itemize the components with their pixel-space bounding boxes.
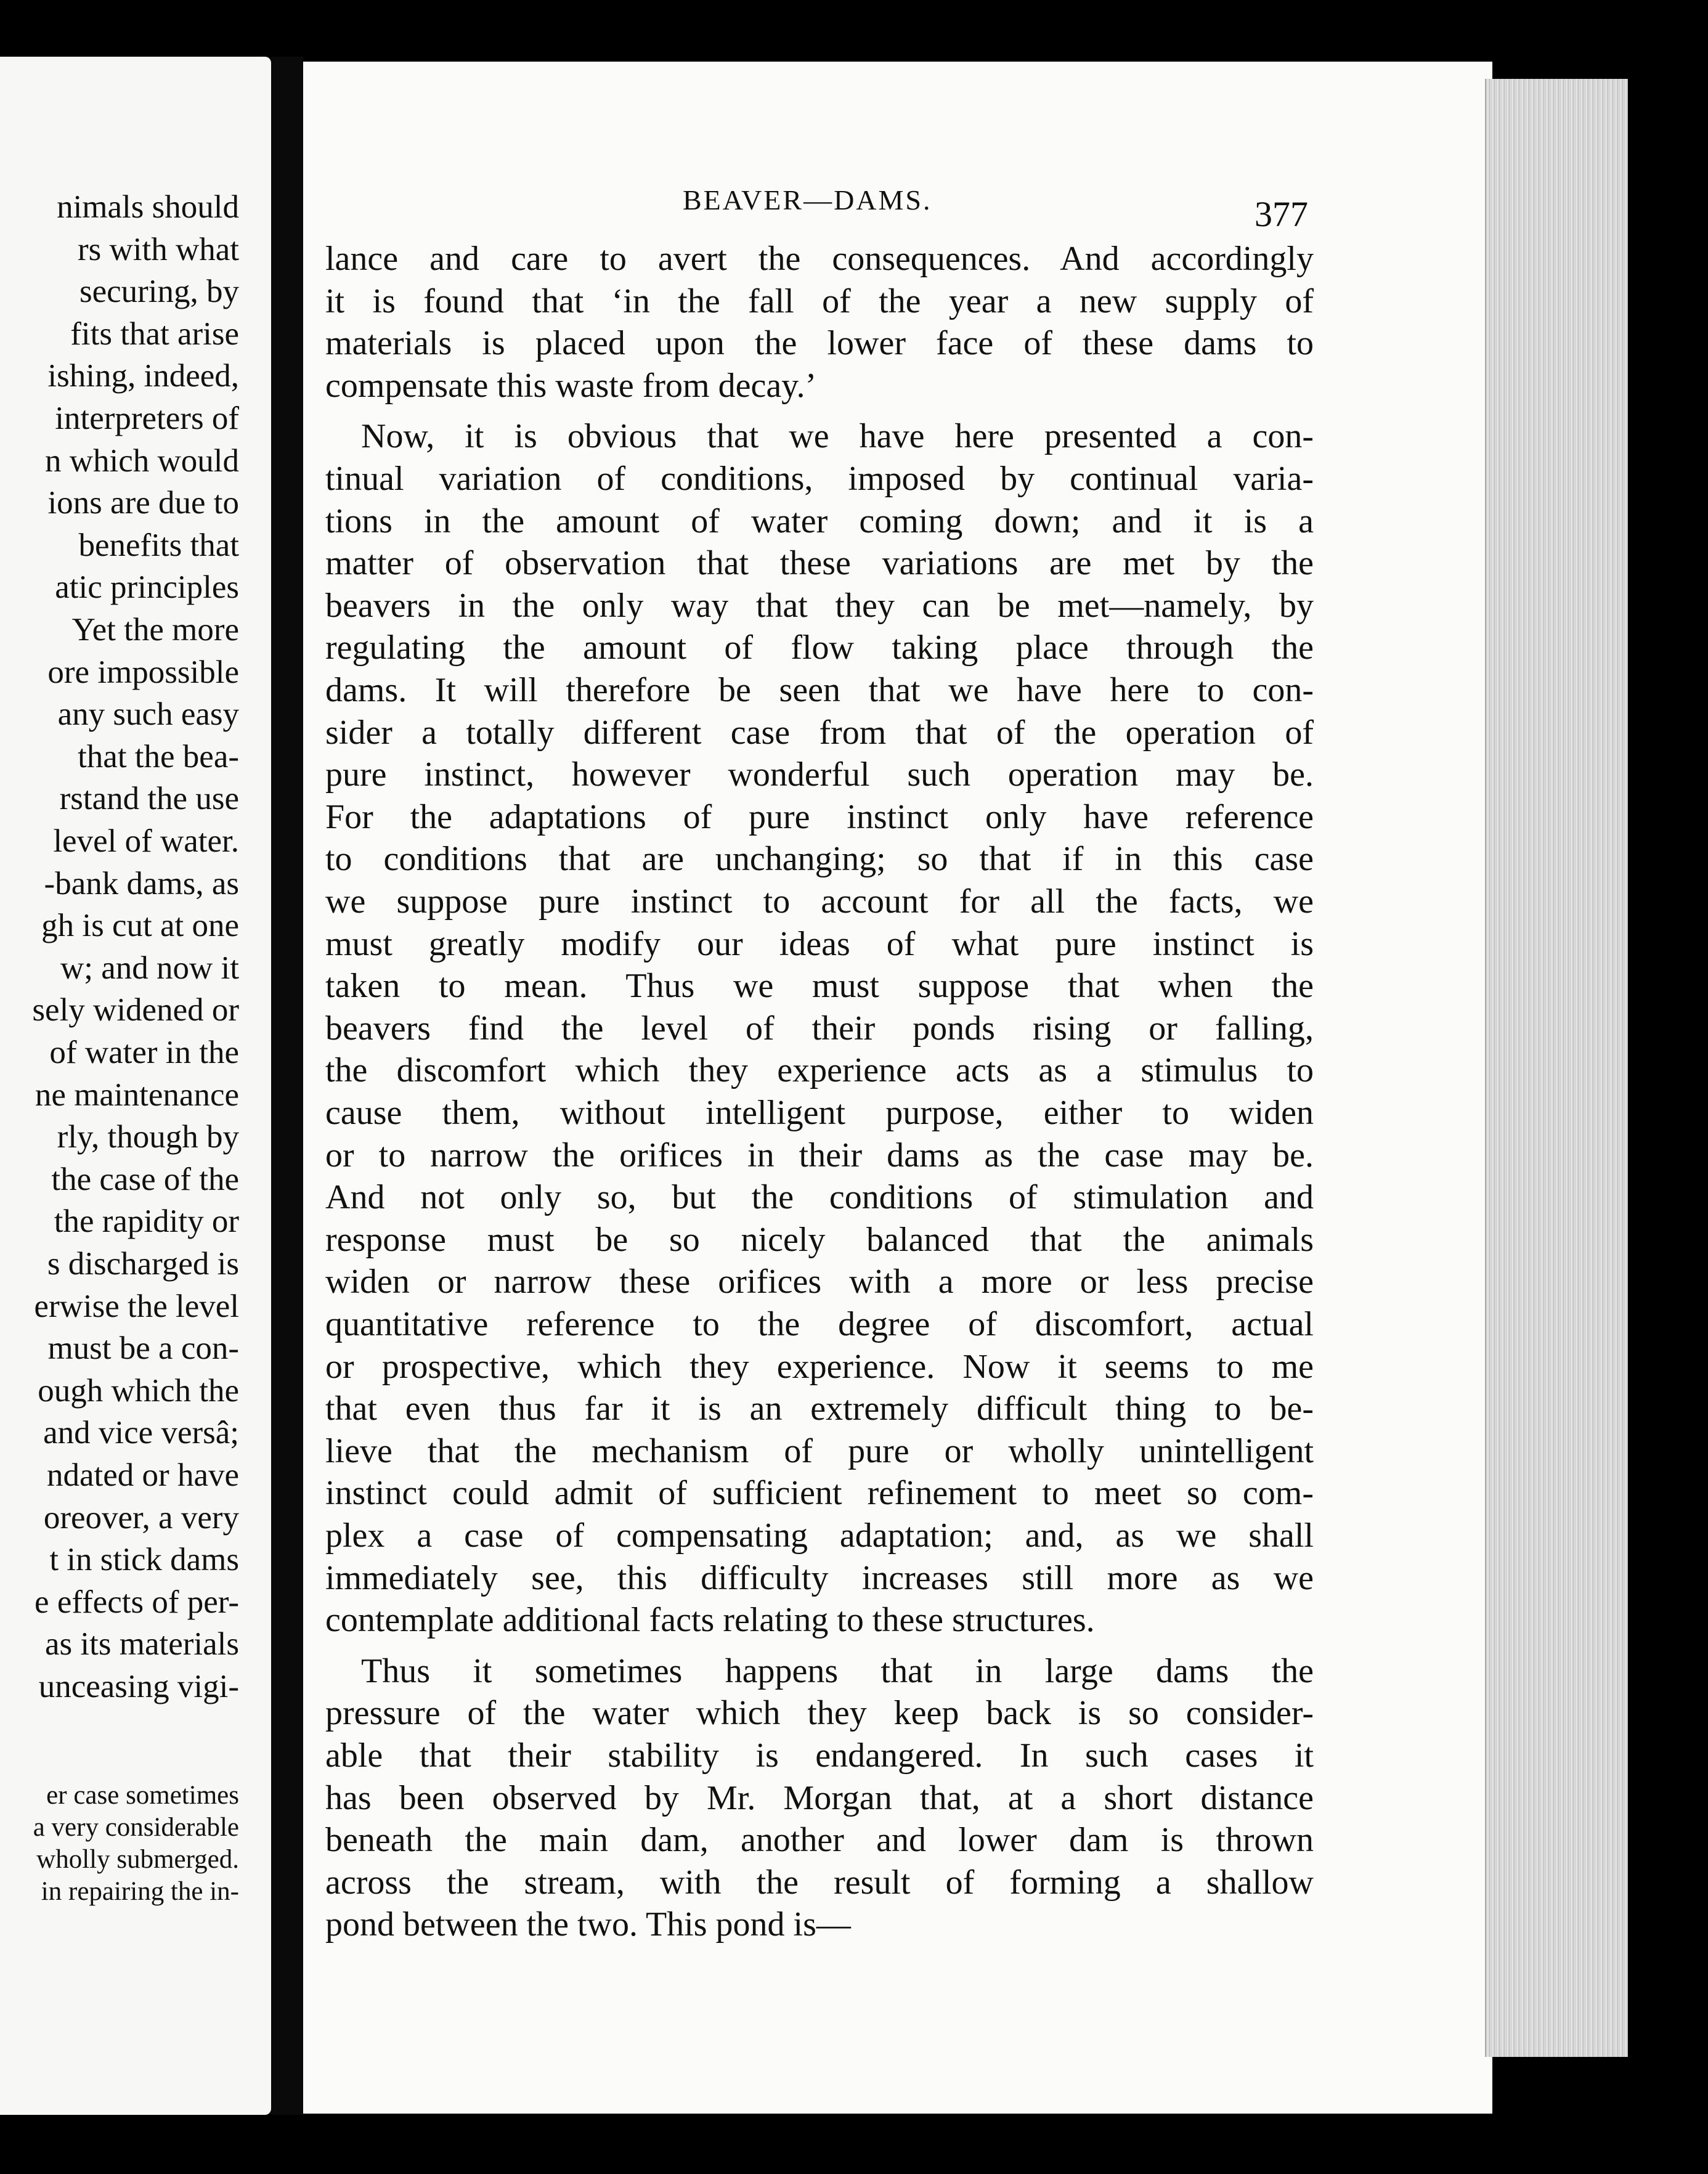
body-text-line: it is found that ‘in the fall of the year a new supply of: [325, 282, 1314, 320]
body-text-line: cause them, without intelligent purpose, either to widen: [325, 1094, 1314, 1132]
facing-page-line: ishing, indeed,: [47, 358, 239, 394]
body-text-line: For the adaptations of pure instinct only have reference: [325, 797, 1314, 836]
facing-page-line: must be a con-: [47, 1330, 239, 1367]
facing-page-line: oreover, a very: [43, 1499, 239, 1536]
body-text-line: able that their stability is endangered. In such cases it: [325, 1736, 1314, 1775]
facing-page-line: ough which the: [38, 1372, 239, 1409]
body-text-line: dams. It will therefore be seen that we have here to con-: [325, 671, 1314, 709]
facing-page-line: -bank dams, as: [44, 865, 239, 902]
body-text-line: beavers find the level of their ponds rising or falling,: [325, 1009, 1314, 1048]
facing-page-line: w; and now it: [60, 950, 239, 986]
body-text-line: quantitative reference to the degree of discomfort, actual: [325, 1305, 1314, 1343]
facing-page-line: sely widened or: [32, 992, 239, 1028]
body-text-line: widen or narrow these orifices with a more or less precise: [325, 1263, 1314, 1301]
facing-page-line: rstand the use: [59, 781, 239, 817]
facing-page-line: of water in the: [49, 1035, 239, 1070]
facing-page-line: that the bea-: [78, 738, 239, 775]
body-text-line: lieve that the mechanism of pure or wholly unintelligent: [325, 1431, 1314, 1470]
body-text-line: Thus it sometimes happens that in large dams the: [361, 1651, 1314, 1690]
facing-page-line: Yet the more: [71, 612, 239, 648]
facing-page-line: t in stick dams: [49, 1542, 239, 1578]
facing-page-line: unceasing vigi-: [38, 1669, 239, 1704]
facing-page-line: the rapidity or: [54, 1203, 239, 1240]
facing-page-footnote-line: wholly submerged.: [36, 1845, 239, 1874]
facing-page-line: e effects of per-: [35, 1584, 239, 1620]
body-text-line: contemplate additional facts relating to these structures.: [325, 1601, 1095, 1640]
facing-page-line: atic principles: [55, 569, 239, 606]
facing-page-footnote-line: in repairing the in-: [41, 1877, 239, 1906]
facing-page-line: ions are due to: [47, 485, 239, 521]
facing-page-line: fits that arise: [70, 316, 239, 352]
body-text-line: we suppose pure instinct to account for all the facts, we: [325, 882, 1314, 921]
facing-page-footnote-line: er case sometimes: [46, 1781, 239, 1810]
body-text-line: or to narrow the orifices in their dams as the case may be.: [325, 1136, 1314, 1175]
body-text-line: Now, it is obvious that we have here presented a con-: [361, 417, 1314, 456]
facing-page-line: rly, though by: [57, 1119, 239, 1155]
body-text-line: lance and care to avert the consequences. And accordingly: [325, 240, 1314, 278]
facing-page-line: ore impossible: [47, 654, 239, 690]
body-text-line: And not only so, but the conditions of stimulation and: [325, 1178, 1314, 1217]
facing-page-footnote-line: a very considerable: [33, 1813, 239, 1842]
facing-page-line: and vice versâ;: [43, 1415, 239, 1451]
body-text-line: materials is placed upon the lower face of these dams to: [325, 324, 1314, 363]
body-text-line: tinual variation of conditions, imposed by continual varia-: [325, 460, 1314, 498]
facing-page-line: rs with what: [77, 231, 239, 267]
body-text-line: that even thus far it is an extremely difficult thing to be-: [325, 1390, 1314, 1428]
body-text-line: beavers in the only way that they can be met—namely, by: [325, 586, 1314, 625]
facing-page: [0, 57, 271, 2115]
body-text-line: instinct could admit of sufficient refinement to meet so com-: [325, 1474, 1314, 1513]
facing-page-line: n which would: [44, 442, 239, 479]
page-number: 377: [1255, 194, 1308, 234]
facing-page-line: nimals should: [57, 189, 239, 225]
body-text-line: beneath the main dam, another and lower dam is thrown: [325, 1821, 1314, 1860]
facing-page-line: the case of the: [51, 1161, 239, 1197]
body-text-line: to conditions that are unchanging; so that if in this case: [325, 840, 1314, 879]
facing-page-line: as its materials: [45, 1626, 239, 1663]
body-text-line: sider a totally different case from that of the operation of: [325, 713, 1314, 752]
facing-page-line: benefits that: [78, 527, 239, 563]
facing-page-line: ndated or have: [47, 1457, 239, 1493]
body-text-line: taken to mean. Thus we must suppose that when the: [325, 967, 1314, 1006]
body-text-line: the discomfort which they experience acts as a stimulus to: [325, 1051, 1314, 1090]
body-text-line: response must be so nicely balanced that the animals: [325, 1220, 1314, 1259]
body-text-line: compensate this waste from decay.’: [325, 366, 817, 405]
body-text-line: pressure of the water which they keep back is so consider-: [325, 1694, 1314, 1733]
body-text-line: pond between the two. This pond is—: [325, 1905, 851, 1944]
body-text-line: pure instinct, however wonderful such operation may be.: [325, 755, 1314, 794]
body-text-line: tions in the amount of water coming down; and it is a: [325, 502, 1314, 540]
page-edges: [1485, 79, 1628, 2057]
facing-page-line: erwise the level: [34, 1288, 239, 1324]
facing-page-line: ne maintenance: [35, 1077, 239, 1113]
body-text-line: must greatly modify our ideas of what pure instinct is: [325, 924, 1314, 963]
body-text-line: regulating the amount of flow taking place through the: [325, 629, 1314, 667]
facing-page-line: interpreters of: [55, 401, 239, 436]
facing-page-line: level of water.: [53, 823, 239, 859]
running-head: BEAVER—DAMS.: [683, 184, 932, 216]
facing-page-line: gh is cut at one: [41, 908, 239, 944]
body-text-line: immediately see, this difficulty increases still more as we: [325, 1558, 1314, 1597]
body-text-line: or prospective, which they experience. Now it seems to me: [325, 1347, 1314, 1386]
facing-page-line: any such easy: [57, 696, 239, 733]
body-text-line: matter of observation that these variations are met by the: [325, 544, 1314, 583]
body-text-line: has been observed by Mr. Morgan that, at a short distance: [325, 1778, 1314, 1817]
body-text-line: plex a case of compensating adaptation; and, as we shall: [325, 1517, 1314, 1555]
book-gutter: [271, 57, 303, 2115]
facing-page-line: securing, by: [79, 274, 239, 310]
facing-page-line: s discharged is: [47, 1246, 239, 1282]
body-text-line: across the stream, with the result of forming a shallow: [325, 1863, 1314, 1902]
